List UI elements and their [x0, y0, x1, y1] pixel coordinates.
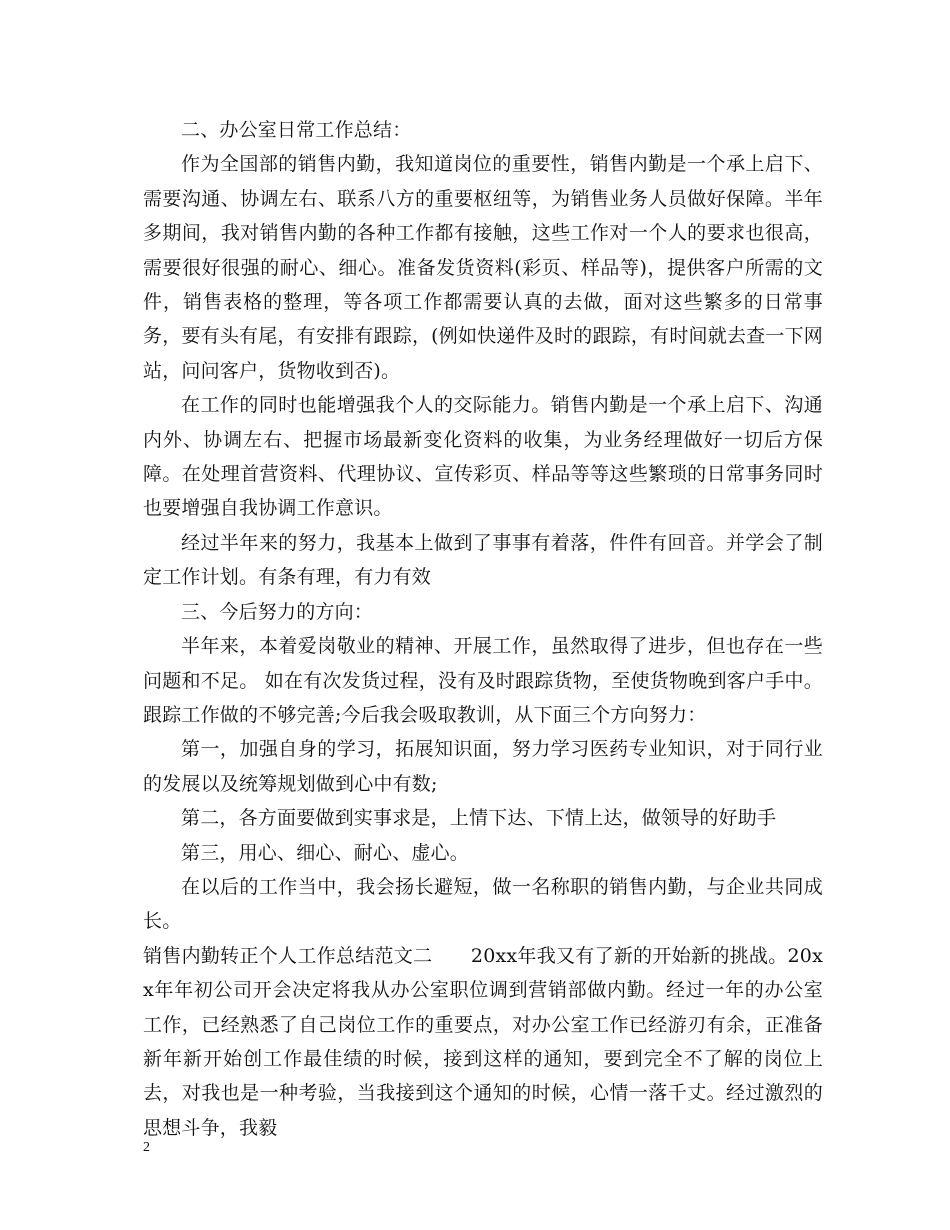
list-item-second: 第二，各方面要做到实事求是，上情下达、下情上达，做领导的好助手: [181, 807, 777, 830]
page-number: 2: [143, 1140, 150, 1155]
body-paragraph: 经过半年来的努力，我基本上做到了事事有着落，件件有回音。并学会了制定工作计划。有条有理，有力有效: [143, 531, 823, 589]
body-paragraph: 在工作的同时也能增强我个人的交际能力。销售内勤是一个承上启下、沟通内外、协调左右、把握市场最新变化资料的收集，为业务经理做好一切后方保障。在处理首营资料、代理协议、宣传彩页、样品等等这些繁琐的日常事务同时也要增强自我协调工作意识。: [143, 394, 823, 520]
list-item-third: 第三，用心、细心、耐心、虚心。: [181, 841, 470, 864]
body-paragraph: 半年来，本着爱岗敬业的精神、开展工作，虽然取得了进步，但也存在一些问题和不足。 如在有次发货过程，没有及时跟踪货物，至使货物晚到客户手中。跟踪工作做的不够完善;今后我会吸取教训，从下面三个方向努力：: [143, 635, 823, 726]
body-paragraph-second-article: 销售内勤转正个人工作总结范文二 20xx年我又有了新的开始新的挑战。20xx年年初公司开会决定将我从办公室职位调到营销部做内勤。经过一年的办公室工作，已经熟悉了自己岗位工作的重要点，对办公室工作已经游刃有余，正准备新年新开始创工作最佳绩的时候，接到这样的通知，要到完全不了解的岗位上去，对我也是一种考验，当我接到这个通知的时候，心情一落千丈。经过激烈的思想斗争，我毅: [143, 944, 823, 1139]
document-body: [143, 113, 823, 1145]
section-heading-office-summary: 二、办公室日常工作总结：: [181, 119, 412, 141]
body-paragraph: 在以后的工作当中，我会扬长避短，做一名称职的销售内勤，与企业共同成长。: [143, 875, 823, 933]
list-item-first: 第一，加强自身的学习，拓展知识面，努力学习医药专业知识，对于同行业的发展以及统筹规划做到心中有数;: [143, 738, 823, 795]
section-heading-future-direction: 三、今后努力的方向：: [181, 600, 374, 623]
body-paragraph: 作为全国部的销售内勤，我知道岗位的重要性，销售内勤是一个承上启下、需要沟通、协调左右、联系八方的重要枢纽等，为销售业务人员做好保障。半年多期间，我对销售内勤的各种工作都有接触，这些工作对一个人的要求也很高，需要很好很强的耐心、细心。准备发货资料(彩页、样品等)，提供客户所需的文件，销售表格的整理，等各项工作都需要认真的去做，面对这些繁多的日常事务，要有头有尾，有安排有跟踪，(例如快递件及时的跟踪，有时间就去查一下网站，问问客户，货物收到否)。: [143, 153, 823, 382]
